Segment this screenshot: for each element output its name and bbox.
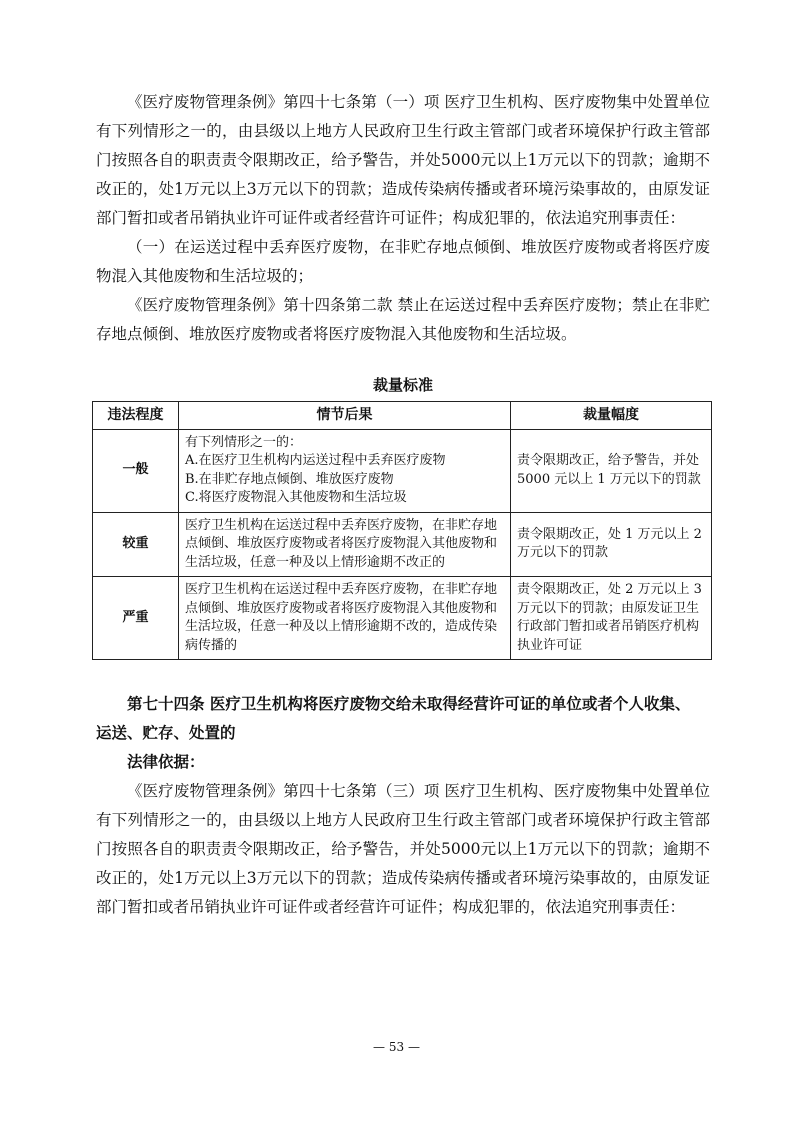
table-header-cell: 违法程度 xyxy=(93,402,179,430)
facts-line: 医疗卫生机构在运送过程中丢弃医疗废物，在非贮存地点倾倒、堆放医疗废物或者将医疗废物混入其他废物和生活垃圾，任意一种及以上情形逾期不改正的 xyxy=(185,517,498,570)
severity-level-cell: 一般 xyxy=(93,429,179,512)
article-title: 第七十四条 医疗卫生机构将医疗废物交给未取得经营许可证的单位或者个人收集、 xyxy=(127,695,691,713)
facts-cell xyxy=(179,512,511,577)
intro-paragraph-1: 《医疗废物管理条例》第四十七条第（一）项 医疗卫生机构、医疗废物集中处置单位有下列情形之一的，由县级以上地方人民政府卫生行政主管部门或者环境保护行政主管部门按照各自的职责责令限期改正，给予警告，并处5000元以上1万元以下的罚款；逾期不改正的，处1万元以上3万元以下的罚款；造成传染病传播或者环境污染事故的，由原发证部门暂扣或者吊销执业许可证件或者经营许可证件；构成犯罪的，依法追究刑事责任： xyxy=(96,93,710,227)
facts-cell xyxy=(179,429,511,512)
table-row xyxy=(93,512,712,577)
legal-basis-paragraph: 《医疗废物管理条例》第四十七条第（三）项 医疗卫生机构、医疗废物集中处置单位有下列情形之一的，由县级以上地方人民政府卫生行政主管部门或者环境保护行政主管部门按照各自的职责责令限期改正，给予警告，并处5000元以上1万元以下的罚款；逾期不改正的，处1万元以上3万元以下的罚款；造成传染病传播或者环境污染事故的，由原发证部门暂扣或者吊销执业许可证件或者经营许可证件；构成犯罪的，依法追究刑事责任： xyxy=(96,782,710,916)
facts-line: 医疗卫生机构在运送过程中丢弃医疗废物，在非贮存地点倾倒、堆放医疗废物或者将医疗废物混入其他废物和生活垃圾，任意一种及以上情形逾期不改的，造成传染病传播的 xyxy=(185,582,498,653)
penalty-cell: 责令限期改正，给予警告，并处 5000 元以上 1 万元以下的罚款 xyxy=(511,429,712,512)
facts-line: 有下列情形之一的： xyxy=(185,434,303,450)
document-page xyxy=(96,88,710,922)
severity-level-cell: 较重 xyxy=(93,512,179,577)
discretion-standard-table xyxy=(92,401,712,660)
table-row xyxy=(93,429,712,512)
intro-paragraph-2: （一）在运送过程中丢弃医疗废物，在非贮存地点倾倒、堆放医疗废物或者将医疗废物混入其他废物和生活垃圾的； xyxy=(96,238,710,285)
table-header-row xyxy=(93,402,712,430)
legal-basis-label: 法律依据： xyxy=(127,753,205,771)
intro-paragraph-3: 《医疗废物管理条例》第十四条第二款 禁止在运送过程中丢弃医疗废物；禁止在非贮存地点倾倒、堆放医疗废物或者将医疗废物混入其他废物和生活垃圾。 xyxy=(96,296,710,343)
facts-cell xyxy=(179,577,511,660)
page-number: — 53 — xyxy=(373,1040,420,1054)
penalty-cell: 责令限期改正，处 2 万元以上 3 万元以下的罚款；由原发证卫生行政部门暂扣或者吊销医疗机构执业许可证 xyxy=(511,577,712,660)
facts-line: C.将医疗废物混入其他废物和生活垃圾 xyxy=(185,490,407,505)
article-title-continued: 运送、贮存、处置的 xyxy=(96,724,236,742)
table-caption: 裁量标准 xyxy=(372,376,433,394)
table-header-cell: 情节后果 xyxy=(179,402,511,430)
table-row xyxy=(93,577,712,660)
facts-line: B.在非贮存地点倾倒、堆放医疗废物 xyxy=(185,471,394,487)
severity-level-cell: 严重 xyxy=(93,577,179,660)
penalty-cell: 责令限期改正，处 1 万元以上 2 万元以下的罚款 xyxy=(511,512,712,577)
facts-line: A.在医疗卫生机构内运送过程中丢弃医疗废物 xyxy=(185,453,446,468)
table-header-cell: 裁量幅度 xyxy=(511,402,712,430)
